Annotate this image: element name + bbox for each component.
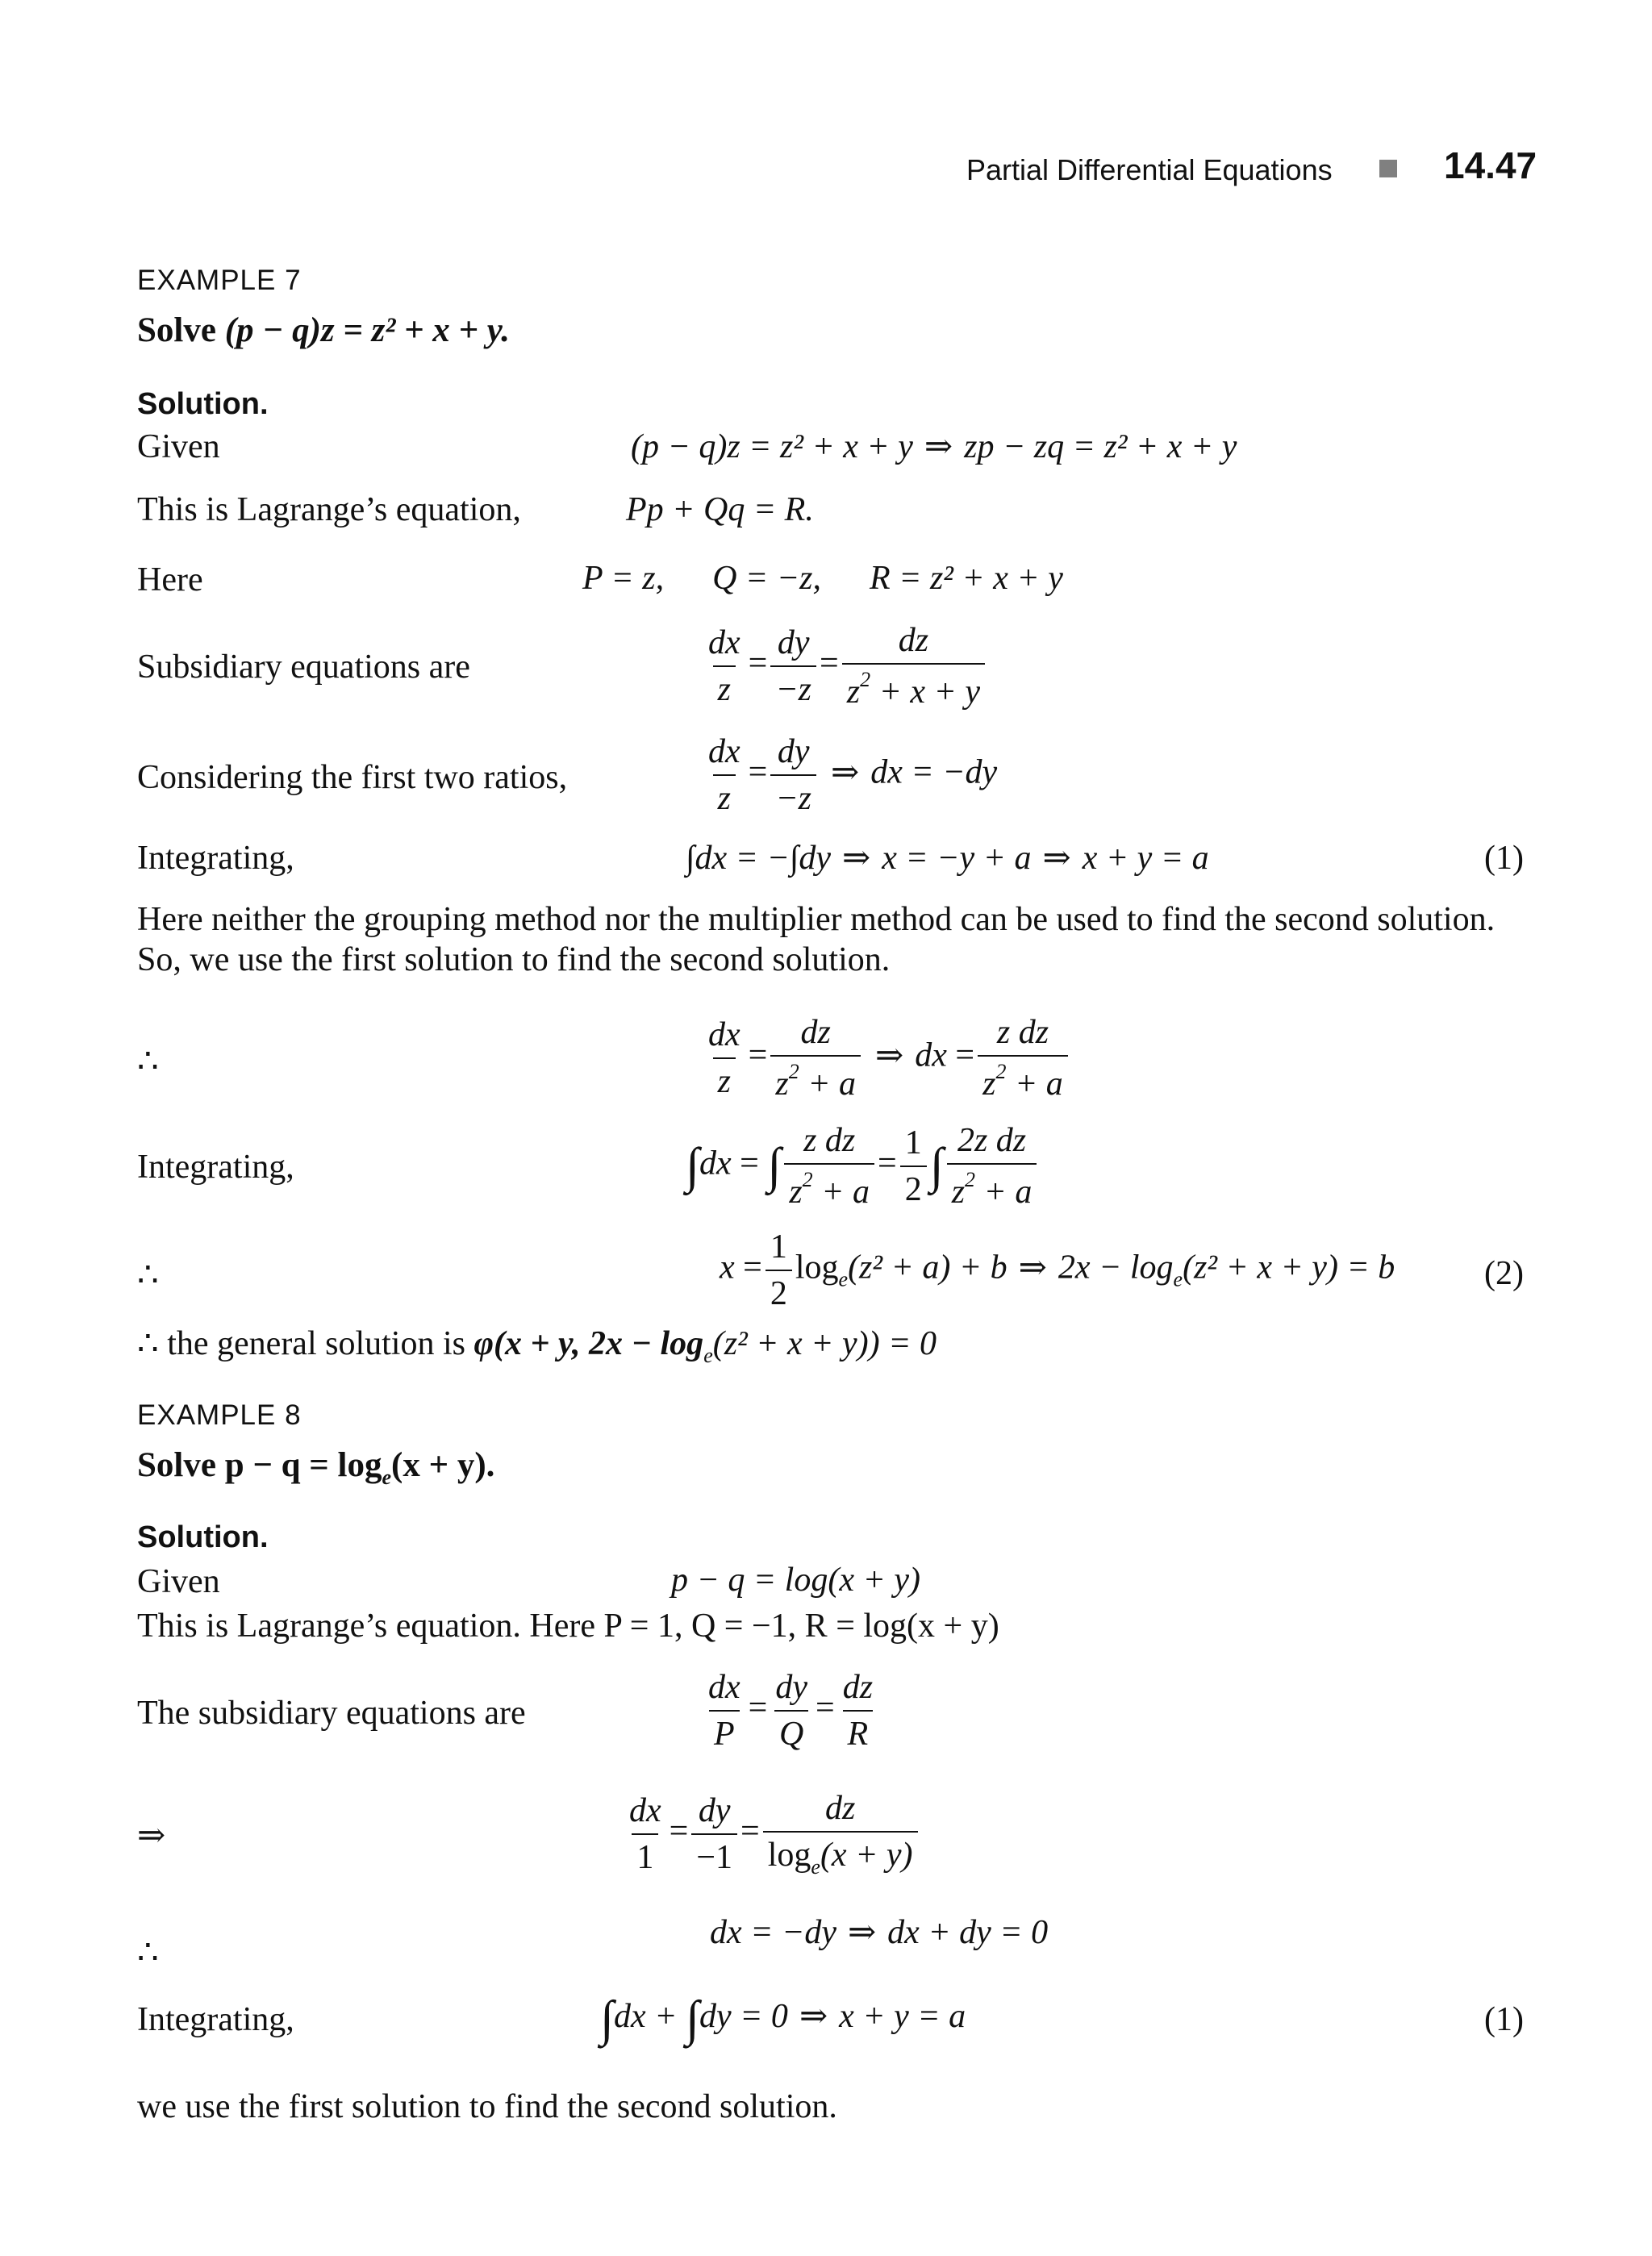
therefore-symbol-2: ∴ <box>137 1257 159 1294</box>
r-value: R = z² + x + y <box>869 560 1063 597</box>
example-8-title: Solve $p - q = \log_e(x + y)$. <box>137 1446 495 1489</box>
second-solution-rhs: (z² + x + y) = b <box>1183 1249 1395 1286</box>
page-number: 14.47 <box>1444 144 1537 186</box>
p-value: P = z, <box>582 560 665 597</box>
first-two-ratios-equation: $\frac{dx}{z}$ = $\frac{dy}{-z}$ ⇒ dx = −dy <box>700 732 997 818</box>
paragraph-line-2: So, we use the first solution to find the second solution. <box>137 941 891 978</box>
int-dy: dy = 0 <box>699 1998 788 2035</box>
lagrange-equation: Pp + Qq = R. <box>626 491 814 528</box>
pqr-values <box>582 559 1063 598</box>
integrating-label: Integrating, <box>137 840 294 877</box>
integrating-label-2: Integrating, <box>137 1149 294 1186</box>
ex8-given-equation: p − q = log(x + y) <box>671 1562 920 1599</box>
first-two-result: dx = −dy <box>870 753 998 791</box>
equation-number-1: (1) <box>1484 840 1524 877</box>
fraction: $\frac{dy}{-z}$ <box>770 623 816 709</box>
ex8-lagrange-line: This is Lagrange’s equation. Here P = 1, Q = −1, R = log(x + y) <box>137 1608 999 1645</box>
x-solution: x = $\frac{1}{2}$ $\log_e(z^2 + a) + b$ ⇒ $2x - \log_e(z^2 + x + y) = b$ <box>720 1228 1395 1312</box>
fraction: $\frac{1}{2}$ <box>766 1228 792 1313</box>
ex8-int-result: x + y = a <box>839 1998 966 2035</box>
ex8-title-tail: (x + y). <box>391 1446 495 1484</box>
therefore-symbol-3: ∴ <box>137 1934 159 1971</box>
int-1-result: x + y = a <box>1082 840 1209 877</box>
equation-number-2: (2) <box>1484 1255 1524 1292</box>
example-8-solution-label: Solution. <box>137 1520 269 1554</box>
example-7-solution-label: Solution. <box>137 387 269 421</box>
fraction: $\frac{dx}{P}$ <box>708 1669 740 1753</box>
lagrange-label: This is Lagrange’s equation, <box>137 491 521 528</box>
given-label: Given <box>137 428 220 465</box>
ex8-dx-line: dx = −dy ⇒ dx + dy = 0 <box>710 1914 1049 1951</box>
int-dx: dx + <box>613 1998 686 2035</box>
fraction: $\frac{dz}{z^2 + a}$ <box>770 1013 861 1103</box>
given-eq-1: (p − q)z = z² + x + y <box>631 428 913 465</box>
first-two-ratios-label: Considering the first two ratios, <box>137 759 568 796</box>
example-7-title <box>137 311 510 350</box>
ex8-final-line: we use the first solution to find the second solution. <box>137 2088 837 2125</box>
ex8-subsidiary-equation: $\frac{dx}{P}$ = $\frac{dy}{Q}$ = $\frac{dz}{R}$ <box>700 1668 881 1754</box>
ex8-equation-number-1: (1) <box>1484 2001 1524 2038</box>
example-8-label: EXAMPLE 8 <box>137 1399 302 1431</box>
dx-equals: dx = −dy <box>710 1914 836 1951</box>
ex8-subsidiary-label: The subsidiary equations are <box>137 1695 526 1732</box>
general-solution: ∴ the general solution is φ(x + y, $2x - \log_e(z^2 + x + y)) = 0$ <box>137 1325 937 1367</box>
fraction: $\frac{dx}{z}$ <box>708 1016 740 1100</box>
here-label: Here <box>137 561 203 598</box>
fraction: $\frac{1}{2}$ <box>900 1124 927 1209</box>
q-value: Q = −z, <box>712 560 821 597</box>
paragraph-line-1: Here neither the grouping method nor the multiplier method can be used to find the second solution. <box>137 901 1496 938</box>
given-eq-2: zp − zq = z² + x + y <box>964 428 1237 465</box>
general-solution-prefix: ∴ the general solution is <box>137 1325 465 1362</box>
fraction: $\frac{\text{2z dz}}{z^2 + a}$ <box>947 1121 1037 1211</box>
therefore-symbol: ∴ <box>137 1043 159 1080</box>
second-solution-lhs: 2x − log <box>1058 1249 1174 1286</box>
fraction: $\frac{dx}{1}$ <box>629 1792 661 1876</box>
log-text: log <box>795 1249 839 1286</box>
fraction: $\frac{dy}{-1}$ <box>691 1791 737 1877</box>
ex8-integration: ∫dx + ∫dy = 0 ⇒ x + y = a <box>600 1991 966 2046</box>
integration-2: ∫dx = ∫ $\frac{\text{z dz}}{z^2 + a}$ = $\frac{1}{2}$ ∫ $\frac{\text{2z dz}}{z^2 + a}$ <box>686 1121 1040 1211</box>
ex8-given-label: Given <box>137 1563 220 1600</box>
fraction: $\frac{dy}{-z}$ <box>770 732 816 818</box>
given-equation: (p − q)z = z² + x + y ⇒ zp − zq = z² + x + y <box>631 428 1237 465</box>
substitution-equation: $\frac{dx}{z}$ = $\frac{dz}{z^2 + a}$ ⇒ dx = $\frac{\text{z dz}}{z^2 + a}$ <box>700 1013 1071 1103</box>
int-1-mid: x = −y + a <box>882 840 1032 877</box>
title-equation: (p − q)z = z² + x + y. <box>224 311 511 349</box>
x-solution-tail: (z² + a) + b <box>848 1249 1007 1286</box>
implies-symbol: ⇒ <box>137 1817 166 1854</box>
general-solution-eq-tail: (z² + x + y)) = 0 <box>712 1325 937 1362</box>
title-prefix: Solve <box>137 311 216 349</box>
fraction: $\frac{dz}{z^2 + x + y}$ <box>842 621 985 711</box>
running-header-title: Partial Differential Equations <box>966 153 1333 186</box>
fraction: $\frac{dx}{z}$ <box>708 733 740 817</box>
int-1-eq: ∫dx = −∫dy <box>686 840 831 877</box>
fraction: $\frac{dx}{z}$ <box>708 624 740 708</box>
integration-1: ∫dx = −∫dy ⇒ x = −y + a ⇒ x + y = a <box>686 840 1209 877</box>
fraction: $\frac{dz}{\log_e(x + y)}$ <box>763 1789 918 1879</box>
ex8-title-text: Solve p − q = log <box>137 1446 382 1484</box>
fraction: $\frac{dy}{Q}$ <box>775 1669 807 1753</box>
example-7-label: EXAMPLE 7 <box>137 265 302 296</box>
dx-plus-dy: dx + dy = 0 <box>887 1914 1049 1951</box>
fraction: $\frac{\text{z dz}}{z^2 + a}$ <box>978 1013 1068 1103</box>
fraction: $\frac{dz}{R}$ <box>842 1669 874 1753</box>
header-square-marker <box>1379 160 1397 177</box>
subsidiary-label: Subsidiary equations are <box>137 648 470 686</box>
ex8-ratio-equation: $\frac{dx}{1}$ = $\frac{dy}{-1}$ = $\frac{dz}{\log_e(x + y)}$ <box>621 1789 921 1879</box>
ex8-integrating-label: Integrating, <box>137 2001 294 2038</box>
fraction: $\frac{\text{z dz}}{z^2 + a}$ <box>784 1121 874 1211</box>
subsidiary-equation: $\frac{dx}{z}$ = $\frac{dy}{-z}$ = $\frac{dz}{z^2 + x + y}$ <box>700 621 988 711</box>
general-solution-eq: φ(x + y, 2x − log <box>473 1325 704 1362</box>
